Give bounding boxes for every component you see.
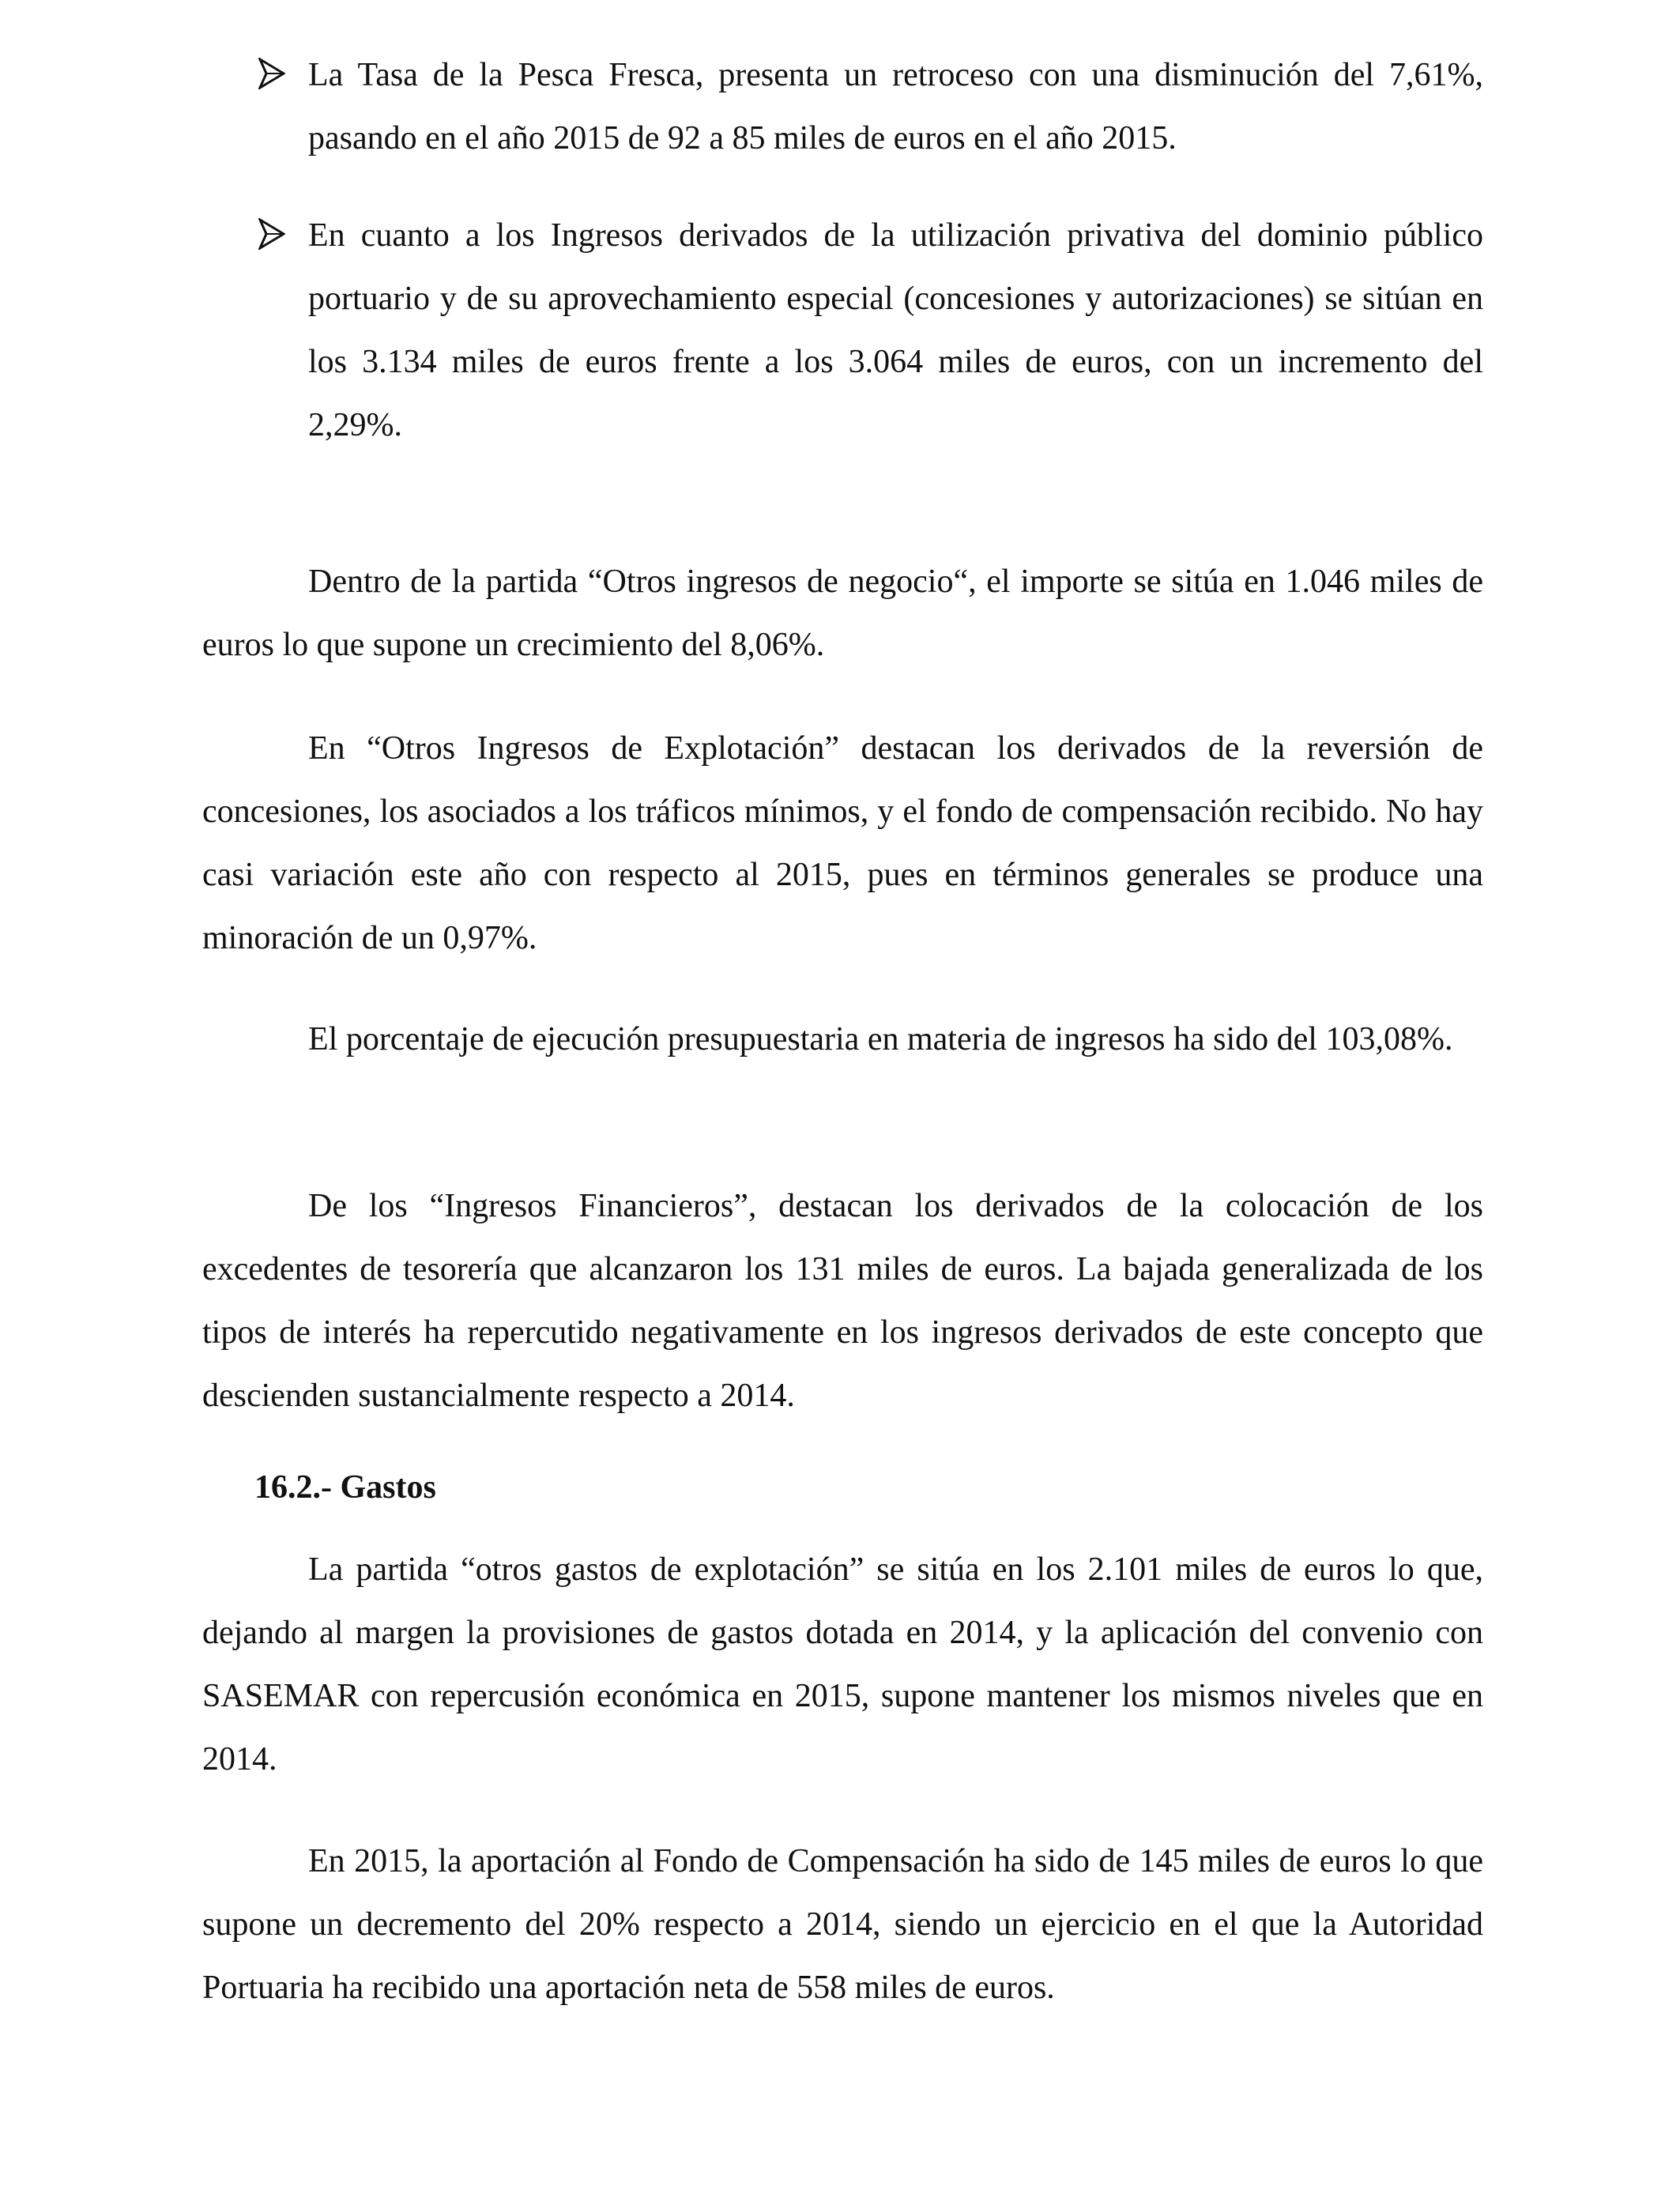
paragraph-otros-ingresos-explotacion: En “Otros Ingresos de Explotación” destacan los derivados de la reversión de concesiones, los asociados a los tráficos mínimos, y el fondo de compensación recibido. No hay casi variación este año con respecto al 2015, pues en términos generales se produce una minoración de un 0,97%. [202, 730, 1483, 956]
bullet-text: En cuanto a los Ingresos derivados de la utilización privativa del dominio público portuario y de su aprovechamiento especial (concesiones y autorizaciones) se sitúan en los 3.134 miles de euros frente a los 3.064 miles de euros, con un incremento del 2,29%. [308, 217, 1483, 443]
bullet-item-pesca-fresca [258, 43, 1483, 170]
paragraph-otros-gastos-explotacion: La partida “otros gastos de explotación” se sitúa en los 2.101 miles de euros lo que, dejando al margen la provisiones de gastos dotada en 2014, y la aplicación del convenio con SASEMAR con repercusión económica en 2015, supone mantener los mismos niveles que en 2014. [202, 1551, 1483, 1777]
arrowhead-bullet-icon [258, 218, 285, 250]
paragraph-ingresos-financieros: De los “Ingresos Financieros”, destacan los derivados de la colocación de los excedentes de tesorería que alcanzaron los 131 miles de euros. La bajada generalizada de los tipos de interés ha repercutido negativamente en los ingresos derivados de este concepto que descienden sustancialmente respecto a 2014. [202, 1188, 1483, 1414]
bullet-text: La Tasa de la Pesca Fresca, presenta un retroceso con una disminución del 7,61%, pasando en el año 2015 de 92 a 85 miles de euros en el año 2015. [308, 57, 1483, 156]
paragraph-ejecucion-presupuestaria: El porcentaje de ejecución presupuestaria en materia de ingresos ha sido del 103,08%. [308, 1021, 1453, 1057]
paragraph-otros-ingresos-negocio: Dentro de la partida “Otros ingresos de negocio“, el importe se sitúa en 1.046 miles de euros lo que supone un crecimiento del 8,06%. [202, 564, 1483, 663]
section-heading: 16.2.- Gastos [254, 1469, 436, 1506]
bullet-item-dominio-publico [258, 204, 1483, 457]
arrowhead-bullet-icon [258, 58, 285, 89]
paragraph-fondo-compensacion: En 2015, la aportación al Fondo de Compensación ha sido de 145 miles de euros lo que supone un decremento del 20% respecto a 2014, siendo un ejercicio en el que la Autoridad Portuaria ha recibido una aportación neta de 558 miles de euros. [202, 1843, 1483, 2006]
